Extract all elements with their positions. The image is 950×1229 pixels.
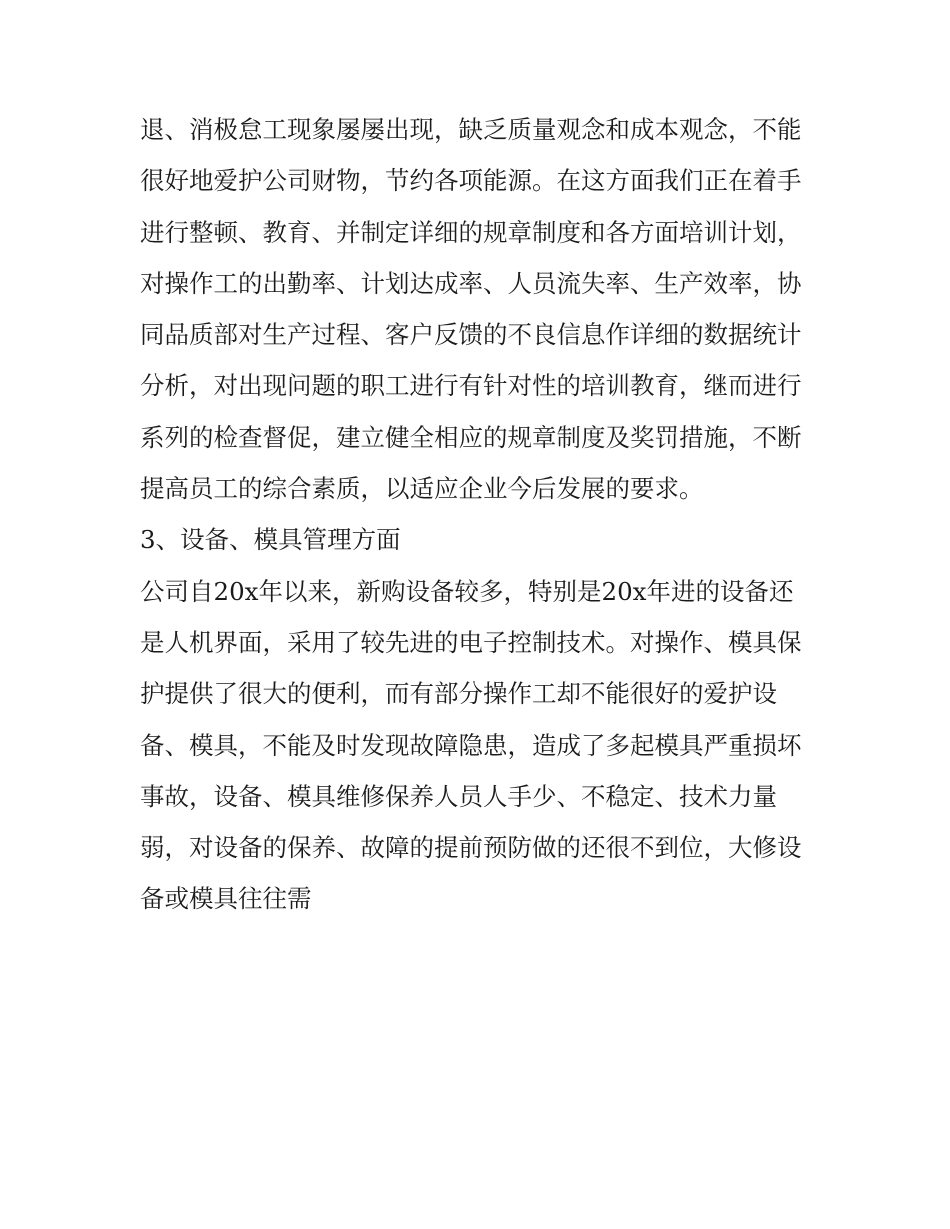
paragraph-line-3: 进行整顿、教育、并制定详细的规章制度和各方面培训计划， [140, 217, 802, 247]
paragraph-line-5: 同品质部对生产过程、客户反馈的不良信息作详细的数据统计 [140, 320, 802, 350]
paragraph-line-7: 系列的检查督促，建立健全相应的规章制度及奖罚措施，不断 [140, 422, 802, 452]
paragraph-line-14: 弱，对设备的保养、故障的提前预防做的还很不到位，大修设 [140, 833, 802, 863]
section-heading: 3、设备、模具管理方面 [140, 525, 401, 555]
paragraph-line-2: 很好地爱护公司财物，节约各项能源。在这方面我们正在着手 [140, 166, 802, 196]
paragraph-line-9: 公司自20x年以来，新购设备较多，特别是20x年进的设备还 [140, 576, 794, 606]
paragraph-line-13: 事故，设备、模具维修保养人员人手少、不稳定、技术力量 [140, 781, 777, 811]
paragraph-line-4: 对操作工的出勤率、计划达成率、人员流失率、生产效率，协 [140, 268, 802, 298]
paragraph-line-15: 备或模具往往需 [140, 884, 312, 914]
document-body [140, 104, 820, 925]
paragraph-line-11: 护提供了很大的便利，而有部分操作工却不能很好的爱护设 [140, 679, 777, 709]
paragraph-line-10: 是人机界面，采用了较先进的电子控制技术。对操作、模具保 [140, 627, 802, 657]
paragraph-line-1: 退、消极怠工现象屡屡出现，缺乏质量观念和成本观念，不能 [140, 115, 802, 144]
paragraph-line-12: 备、模具，不能及时发现故障隐患，造成了多起模具严重损坏 [140, 730, 802, 760]
paragraph-line-8: 提高员工的综合素质，以适应企业今后发展的要求。 [140, 474, 704, 504]
paragraph-line-6: 分析，对出现问题的职工进行有针对性的培训教育，继而进行 [140, 371, 802, 401]
